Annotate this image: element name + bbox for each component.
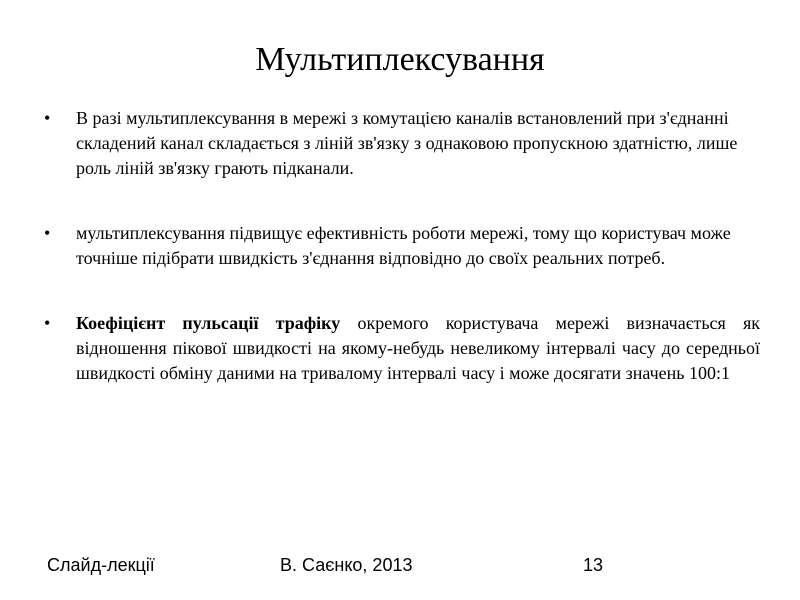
bullet-marker: • bbox=[44, 223, 51, 243]
footer-page-number: 13 bbox=[583, 555, 604, 575]
bullet-marker: • bbox=[44, 313, 51, 333]
bullet-item bbox=[40, 106, 760, 181]
bullet-bold-term: Коефіцієнт пульсації трафіку bbox=[76, 313, 341, 333]
bullet-item bbox=[40, 221, 760, 271]
footer-course-label: Слайд-лекції bbox=[47, 555, 155, 575]
slide-title: Мультиплексування bbox=[255, 41, 545, 78]
bullet-text: окремого користувача мережі визначається як відношення пікової швидкості на якому-небудь невеликому інтервалі часу до середньої швидкості обміну даними на тривалому інтервалі часу і може досягати значень 100:1 bbox=[76, 313, 760, 383]
bullet-text: В разі мультиплексування в мережі з комутацією каналів встановлений при з'єднанні складений канал складається з ліній зв'язку з однаковою пропускною здатністю, лише роль ліній зв'язку грають підканали. bbox=[76, 108, 738, 178]
bullet-item bbox=[40, 311, 760, 386]
footer-author: В. Саєнко, 2013 bbox=[280, 555, 413, 575]
bullet-list bbox=[40, 106, 760, 426]
bullet-text-container bbox=[76, 311, 760, 386]
bullet-marker: • bbox=[44, 108, 51, 128]
bullet-text: мультиплексування підвищує ефективність роботи мережі, тому що користувач може точніше підібрати швидкість з'єднання відповідно до своїх реальних потреб. bbox=[76, 223, 731, 268]
